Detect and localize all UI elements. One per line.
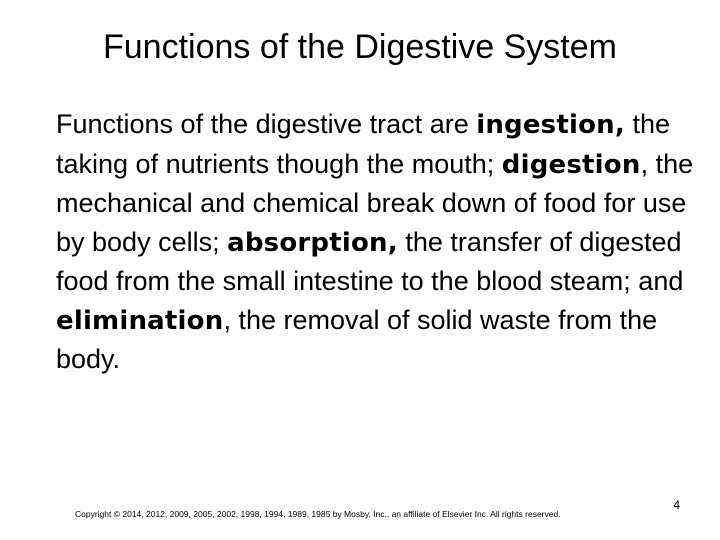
footer-copyright: Copyright © 2014, 2012, 2009, 2005, 2002, 1998, 1994, 1989, 1985 by Mosby, Inc., an affiliate of Elsevier Inc. All rights reserved. — [75, 509, 561, 519]
term-ingestion: ingestion, — [476, 110, 625, 140]
term-digestion: digestion — [501, 149, 641, 180]
slide-title: Functions of the Digestive System — [102, 28, 617, 66]
body-text-elimination-definition: , the removal of solid waste from the body. — [56, 304, 658, 374]
page-number: 4 — [673, 498, 680, 512]
body-intro-text: Functions of the digestive tract are — [56, 109, 477, 139]
term-elimination: elimination — [56, 305, 224, 336]
term-absorption: absorption, — [227, 227, 398, 258]
body-text-digestion-definition: , the mechanical and chemical break down of food for use by body cells; — [56, 148, 694, 257]
slide-body-paragraph — [56, 105, 696, 379]
body-text-absorption-definition: the transfer of digested food from the small intestine to the blood steam; and — [56, 226, 684, 296]
body-text-ingestion-definition: the taking of nutrients though the mouth; — [56, 109, 670, 179]
